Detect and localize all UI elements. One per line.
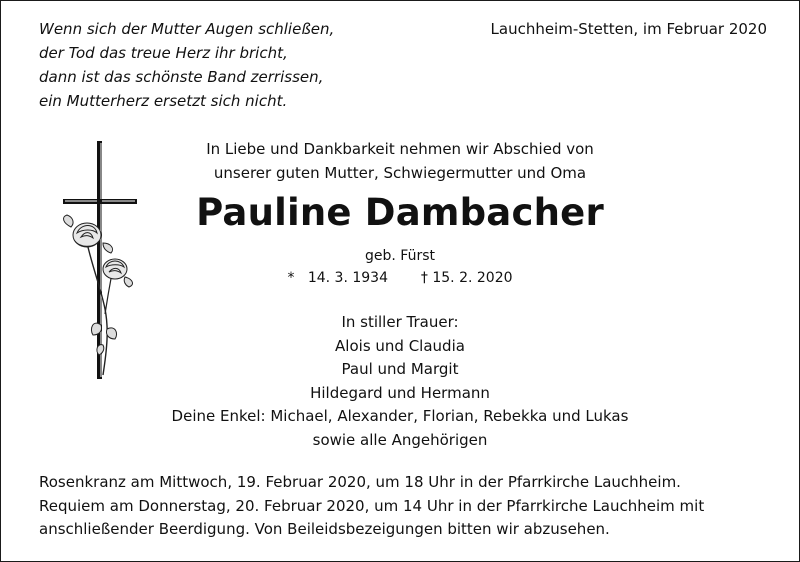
mourner-line: Alois und Claudia <box>335 336 465 355</box>
birth-symbol: * <box>287 270 295 286</box>
poem <box>39 17 334 113</box>
service-line: anschließender Beerdigung. Von Beileidsbezeigungen bitten wir abzusehen. <box>39 520 610 538</box>
intro-line: In Liebe und Dankbarkeit nehmen wir Abschied von <box>206 140 594 158</box>
service-line: Requiem am Donnerstag, 20. Februar 2020, um 14 Uhr in der Pfarrkirche Lauchheim mit <box>39 496 705 515</box>
place-date: Lauchheim-Stetten, im Februar 2020 <box>490 20 767 38</box>
poem-line: ein Mutterherz ersetzt sich nicht. <box>39 92 288 110</box>
poem-line: der Tod das treue Herz ihr bricht, <box>39 44 288 62</box>
death-date: 15. 2. 2020 <box>432 270 513 286</box>
life-dates <box>1 267 799 289</box>
service-info <box>39 471 704 542</box>
mourners <box>1 311 799 452</box>
birth-date: 14. 3. 1934 <box>307 270 388 286</box>
poem-line: Wenn sich der Mutter Augen schließen, <box>39 20 335 38</box>
mourner-line: Paul und Margit <box>341 360 459 378</box>
mourners-heading: In stiller Trauer: <box>341 313 459 331</box>
mourner-line: sowie alle Angehörigen <box>312 430 488 449</box>
poem-line: dann ist das schönste Band zerrissen, <box>39 68 324 86</box>
intro-line: unserer guten Mutter, Schwiegermutter und Oma <box>213 164 587 182</box>
death-symbol: † <box>420 270 428 286</box>
deceased-name: Pauline Dambacher <box>196 191 604 234</box>
birth-name: geb. Fürst <box>365 248 435 264</box>
mourner-line: Deine Enkel: Michael, Alexander, Florian, Rebekka und Lukas <box>171 407 629 425</box>
mourner-line: Hildegard und Hermann <box>310 383 490 402</box>
service-line: Rosenkranz am Mittwoch, 19. Februar 2020, um 18 Uhr in der Pfarrkirche Lauchheim. <box>39 473 681 491</box>
intro-text <box>1 137 799 185</box>
